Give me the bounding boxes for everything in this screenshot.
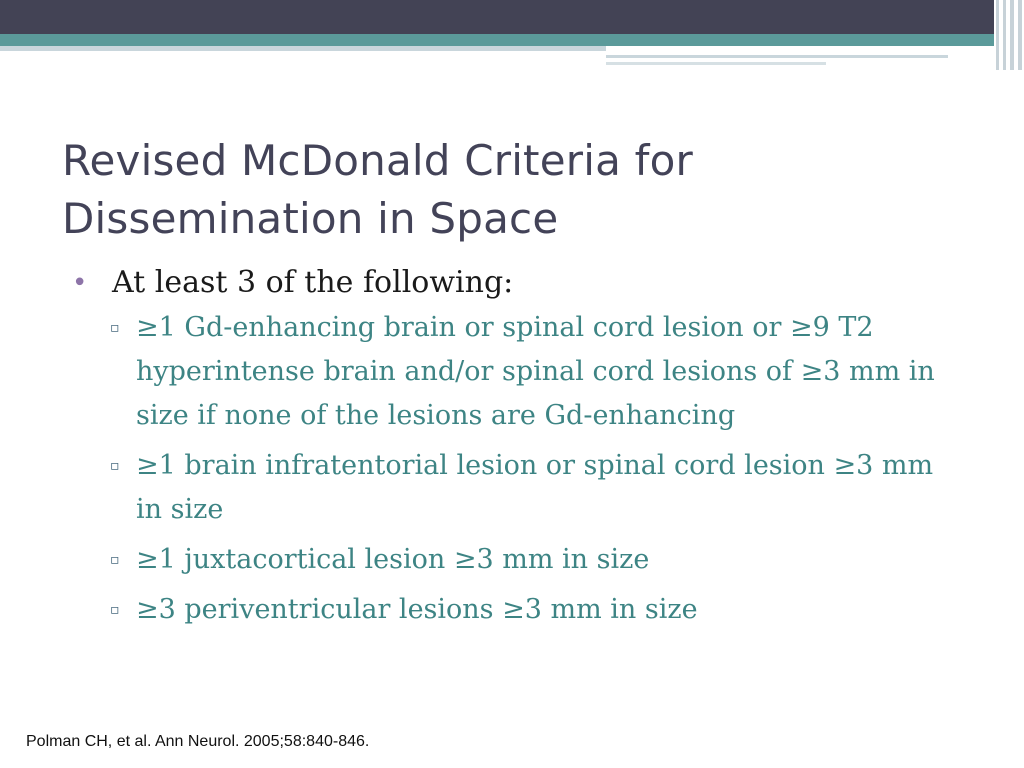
stripe [1010,0,1014,70]
bullet-item [72,262,972,304]
header-accent-line [606,62,826,65]
slide-title-line: Revised McDonald Criteria for [62,136,693,185]
square-bullet-icon: ▫ [110,458,120,474]
header-stripes [994,0,1024,70]
bullet-dot-icon: • [72,268,88,298]
slide-body [0,262,1024,632]
header-accent-bar [0,46,606,51]
sub-bullet-text: ≥1 juxtacortical lesion ≥3 mm in size [136,544,650,575]
header-accent-line [606,55,948,58]
sub-bullet-item [110,306,954,438]
sub-bullet-item [110,588,954,632]
slide-title-line: Dissemination in Space [62,194,559,243]
sub-bullet-list [0,306,1024,632]
sub-bullet-text: ≥3 periventricular lesions ≥3 mm in size [136,594,698,625]
sub-bullet-item [110,538,954,582]
sub-bullet-text: ≥1 brain infratentorial lesion or spinal cord lesion ≥3 mm in size [136,450,934,525]
sub-bullet-item [110,444,954,532]
slide-title [62,132,962,248]
sub-bullet-text: ≥1 Gd-enhancing brain or spinal cord lesion or ≥9 T2 hyperintense brain and/or spinal cord lesions of ≥3 mm in size if none of the lesions are Gd-enhancing [136,312,935,431]
square-bullet-icon: ▫ [110,602,120,618]
stripe [1003,0,1006,70]
header-banner-dark [0,0,1024,34]
stripe [1018,0,1022,70]
header-banner-teal [0,34,1024,46]
citation: Polman CH, et al. Ann Neurol. 2005;58:840-846. [26,733,370,750]
square-bullet-icon: ▫ [110,320,120,336]
bullet-text: At least 3 of the following: [112,265,514,300]
stripe [996,0,999,70]
square-bullet-icon: ▫ [110,552,120,568]
